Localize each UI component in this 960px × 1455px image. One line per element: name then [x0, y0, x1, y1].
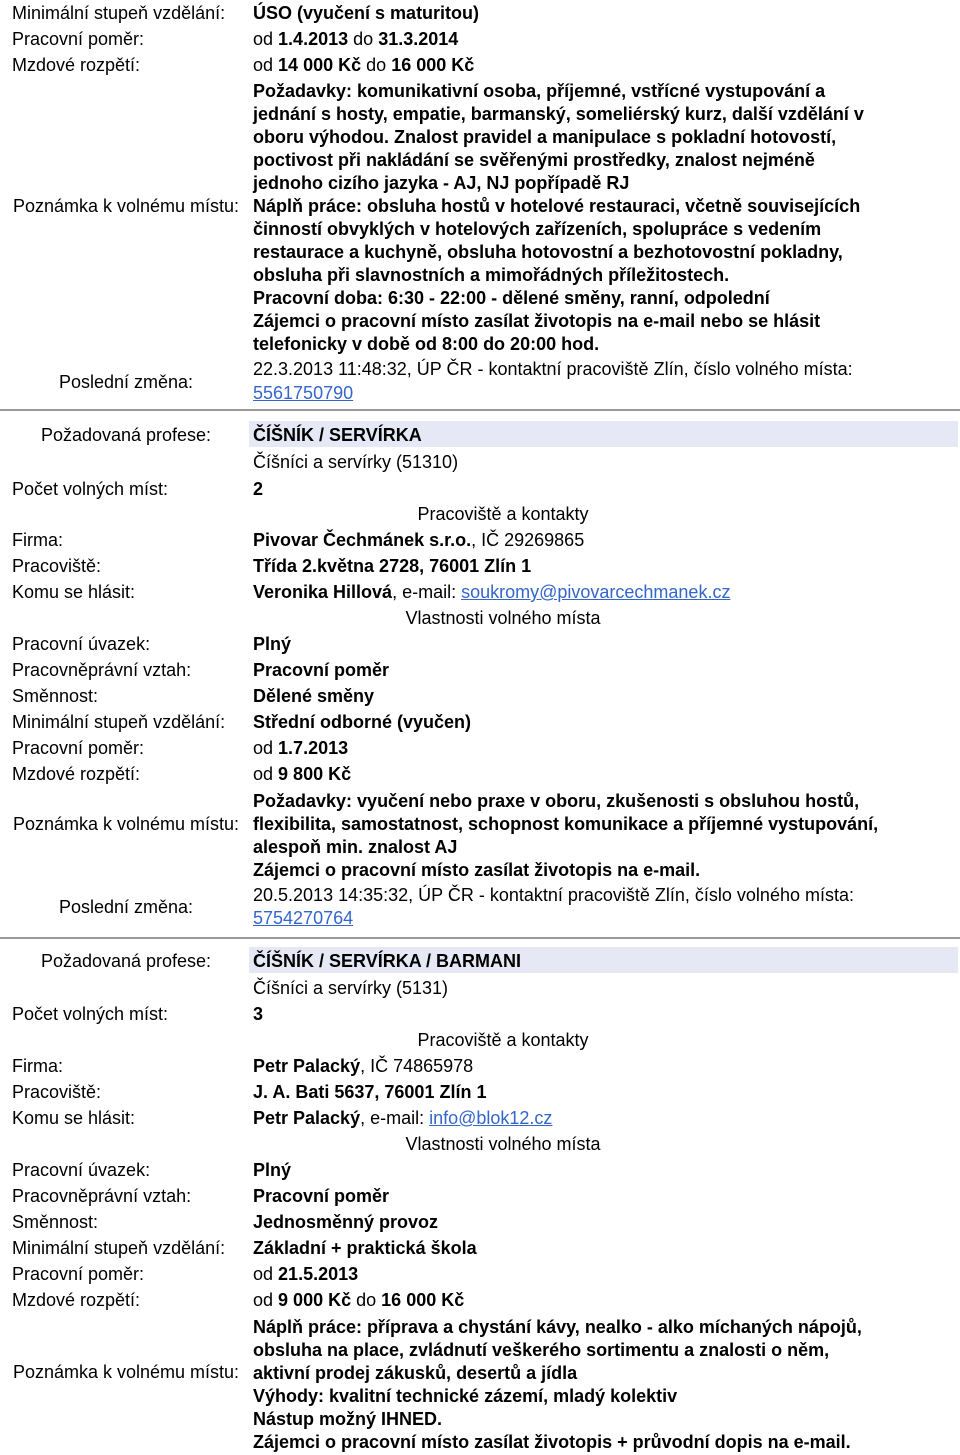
vacancy-id-link[interactable]: 5561750790	[253, 383, 354, 403]
min-edu-label: Minimální stupeň vzdělání:	[12, 1238, 226, 1258]
profession-value: ČÍŠNÍK / SERVÍRKA	[253, 425, 422, 445]
contact-label: Komu se hlásit:	[12, 1108, 136, 1128]
min-edu-label: Minimální stupeň vzdělání:	[12, 712, 226, 732]
section-properties: Vlastnosti volného místa	[405, 1134, 601, 1154]
firm-value: Petr Palacký, IČ 74865978	[253, 1056, 474, 1076]
note-line: Výhody: kvalitní technické zázemí, mladý kolektiv	[253, 1386, 678, 1406]
salary-value: od 9 000 Kč do 16 000 Kč	[253, 1290, 465, 1310]
contact-value: Veronika Hillová, e-mail: soukromy@pivovarcechmanek.cz	[253, 582, 731, 602]
note-line: Zájemci o pracovní místo zasílat životopis na e-mail.	[253, 860, 701, 880]
note-label: Poznámka k volnému místu:	[12, 814, 240, 834]
contact-value: Petr Palacký, e-mail: info@blok12.cz	[253, 1108, 553, 1128]
vacancy-id-link[interactable]: 5754270764	[253, 908, 354, 928]
note-line: alespoň min. znalost AJ	[253, 837, 458, 857]
note-line: obsluha na place, zvládnutí veškerého sortimentu a znalosti o něm,	[253, 1340, 830, 1360]
note-line: jednání s hosty, empatie, barmanský, someliérský kurz, další vzdělání v	[253, 104, 864, 124]
salary-label: Mzdové rozpětí:	[12, 764, 141, 784]
employment-value: od 1.7.2013	[253, 738, 349, 758]
firm-label: Firma:	[12, 530, 63, 550]
relation-label: Pracovněprávní vztah:	[12, 1186, 192, 1206]
workplace-value: Třída 2.května 2728, 76001 Zlín 1	[253, 556, 532, 576]
last-change-text: 20.5.2013 14:35:32, ÚP ČR - kontaktní pracoviště Zlín, číslo volného místa:	[253, 885, 854, 905]
note-line: Pracovní doba: 6:30 - 22:00 - dělené směny, ranní, odpolední	[253, 288, 770, 308]
note-label: Poznámka k volnému místu:	[12, 196, 240, 216]
employment-label: Pracovní poměr:	[12, 738, 145, 758]
profession-sub: Číšníci a servírky (51310)	[253, 452, 459, 472]
employment-label: Pracovní poměr:	[12, 29, 145, 49]
divider	[0, 937, 960, 939]
employment-label: Pracovní poměr:	[12, 1264, 145, 1284]
note-text	[253, 790, 953, 882]
workload-value: Plný	[253, 1160, 292, 1180]
shift-value: Dělené směny	[253, 686, 375, 706]
last-change-label: Poslední změna:	[58, 372, 194, 392]
shift-value: Jednosměnný provoz	[253, 1212, 439, 1232]
note-line: oboru výhodou. Znalost pravidel a manipulace s pokladní hotovostí,	[253, 127, 837, 147]
note-text	[253, 80, 953, 356]
email-link[interactable]: info@blok12.cz	[429, 1108, 553, 1128]
salary-label: Mzdové rozpětí:	[12, 55, 141, 75]
vacancies-label: Počet volných míst:	[12, 479, 169, 499]
profession-label: Požadovaná profese:	[40, 425, 212, 445]
salary-value: od 9 800 Kč	[253, 764, 352, 784]
workplace-value: J. A. Bati 5637, 76001 Zlín 1	[253, 1082, 487, 1102]
relation-value: Pracovní poměr	[253, 660, 390, 680]
min-edu-value: ÚSO (vyučení s maturitou)	[253, 3, 480, 23]
divider	[0, 409, 960, 411]
note-line: Náplň práce: obsluha hostů v hotelové restauraci, včetně souvisejících	[253, 196, 861, 216]
workload-value: Plný	[253, 634, 292, 654]
note-line: poctivost při nakládání se svěřenými prostředky, znalost nejméně	[253, 150, 815, 170]
firm-label: Firma:	[12, 1056, 63, 1076]
note-line: obsluha při slavnostních a mimořádných příležitostech.	[253, 265, 730, 285]
note-line: činností obvyklých v hotelových zařízeních, spolupráce s vedením	[253, 219, 822, 239]
note-line: Zájemci o pracovní místo zasílat životopis na e-mail nebo se hlásit	[253, 311, 821, 331]
note-line: Náplň práce: příprava a chystání kávy, nealko - alko míchaných nápojů,	[253, 1317, 862, 1337]
email-link[interactable]: soukromy@pivovarcechmanek.cz	[461, 582, 731, 602]
note-line: Požadavky: komunikativní osoba, příjemné, vstřícné vystupování a	[253, 81, 826, 101]
vacancies-value: 2	[253, 479, 264, 499]
salary-label: Mzdové rozpětí:	[12, 1290, 141, 1310]
note-text	[253, 1316, 953, 1454]
firm-value: Pivovar Čechmánek s.r.o., IČ 29269865	[253, 530, 585, 550]
salary-value: od 14 000 Kč do 16 000 Kč	[253, 55, 475, 75]
note-line: jednoho cizího jazyka - AJ, NJ popřípadě RJ	[253, 173, 630, 193]
relation-value: Pracovní poměr	[253, 1186, 390, 1206]
last-change-label: Poslední změna:	[58, 897, 194, 917]
section-contacts: Pracoviště a kontakty	[417, 1030, 589, 1050]
shift-label: Směnnost:	[12, 686, 99, 706]
note-line: flexibilita, samostatnost, schopnost komunikace a příjemné vystupování,	[253, 814, 879, 834]
employment-value: od 1.4.2013 do 31.3.2014	[253, 29, 459, 49]
shift-label: Směnnost:	[12, 1212, 99, 1232]
contact-label: Komu se hlásit:	[12, 582, 136, 602]
profession-sub: Číšníci a servírky (5131)	[253, 978, 449, 998]
profession-label: Požadovaná profese:	[40, 951, 212, 971]
section-contacts: Pracoviště a kontakty	[417, 504, 589, 524]
relation-label: Pracovněprávní vztah:	[12, 660, 192, 680]
last-change-text: 22.3.2013 11:48:32, ÚP ČR - kontaktní pracoviště Zlín, číslo volného místa:	[253, 359, 853, 379]
vacancies-value: 3	[253, 1004, 264, 1024]
note-label: Poznámka k volnému místu:	[12, 1362, 240, 1382]
note-line: Zájemci o pracovní místo zasílat životopis + průvodní dopis na e-mail.	[253, 1432, 851, 1452]
note-line: Nástup možný IHNED.	[253, 1409, 443, 1429]
note-line: restaurace a kuchyně, obsluha hotovostní a bezhotovostní pokladny,	[253, 242, 843, 262]
workload-label: Pracovní úvazek:	[12, 1160, 151, 1180]
section-properties: Vlastnosti volného místa	[405, 608, 601, 628]
min-edu-value: Základní + praktická škola	[253, 1238, 477, 1258]
workplace-label: Pracoviště:	[12, 556, 102, 576]
vacancies-label: Počet volných míst:	[12, 1004, 169, 1024]
note-line: aktivní prodej zákusků, desertů a jídla	[253, 1363, 578, 1383]
note-line: telefonicky v době od 8:00 do 20:00 hod.	[253, 334, 600, 354]
profession-value: ČÍŠNÍK / SERVÍRKA / BARMANI	[253, 951, 522, 971]
note-line: Požadavky: vyučení nebo praxe v oboru, zkušenosti s obsluhou hostů,	[253, 791, 860, 811]
workplace-label: Pracoviště:	[12, 1082, 102, 1102]
min-edu-label: Minimální stupeň vzdělání:	[12, 3, 226, 23]
employment-value: od 21.5.2013	[253, 1264, 359, 1284]
min-edu-value: Střední odborné (vyučen)	[253, 712, 472, 732]
workload-label: Pracovní úvazek:	[12, 634, 151, 654]
